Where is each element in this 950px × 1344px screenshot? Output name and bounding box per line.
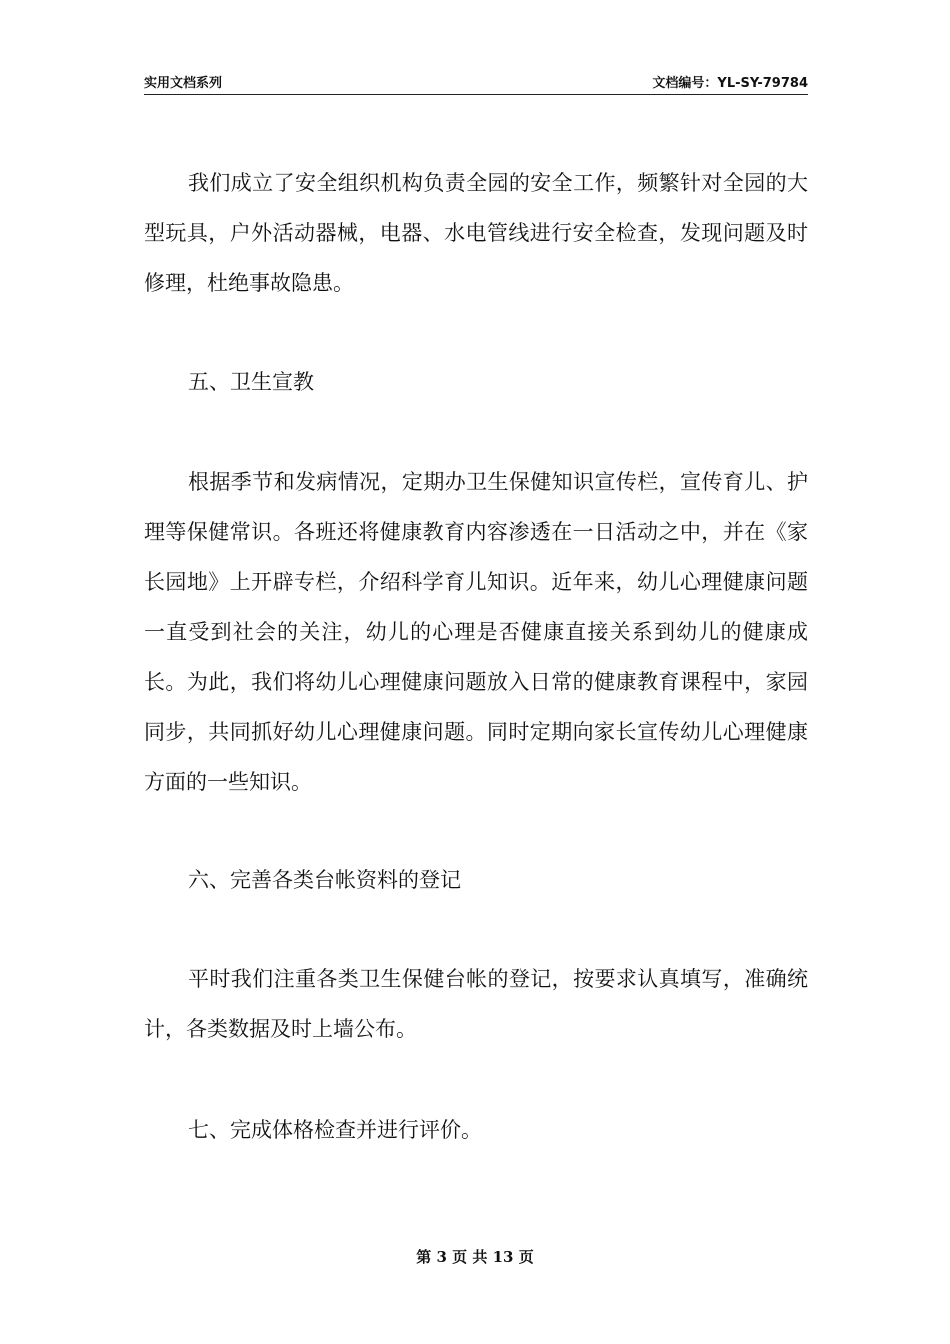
section-heading-7: 七、完成体格检查并进行评价。 [188, 1118, 482, 1142]
section-heading-6: 六、完善各类台帐资料的登记 [188, 868, 461, 892]
paragraph-records: 平时我们注重各类卫生保健台帐的登记，按要求认真填写，准确统计，各类数据及时上墙公布。 [144, 967, 808, 1041]
page-header [144, 68, 808, 95]
page-number: 第 3 页 共 13 页 [416, 1248, 534, 1266]
paragraph-safety: 我们成立了安全组织机构负责全园的安全工作，频繁针对全园的大型玩具，户外活动器械，电器、水电管线进行安全检查，发现问题及时修理，杜绝事故隐患。 [144, 171, 808, 295]
series-label: 实用文档系列 [144, 76, 223, 91]
document-number: 文档编号：YL-SY-79784 [652, 76, 808, 91]
paragraph-health-education: 根据季节和发病情况，定期办卫生保健知识宣传栏，宣传育儿、护理等保健常识。各班还将健康教育内容渗透在一日活动之中，并在《家长园地》上开辟专栏，介绍科学育儿知识。近年来，幼儿心理健康问题一直受到社会的关注，幼儿的心理是否健康直接关系到幼儿的健康成长。为此，我们将幼儿心理健康问题放入日常的健康教育课程中，家园同步，共同抓好幼儿心理健康问题。同时定期向家长宣传幼儿心理健康方面的一些知识。 [144, 470, 808, 794]
section-heading-5: 五、卫生宣教 [188, 370, 314, 394]
